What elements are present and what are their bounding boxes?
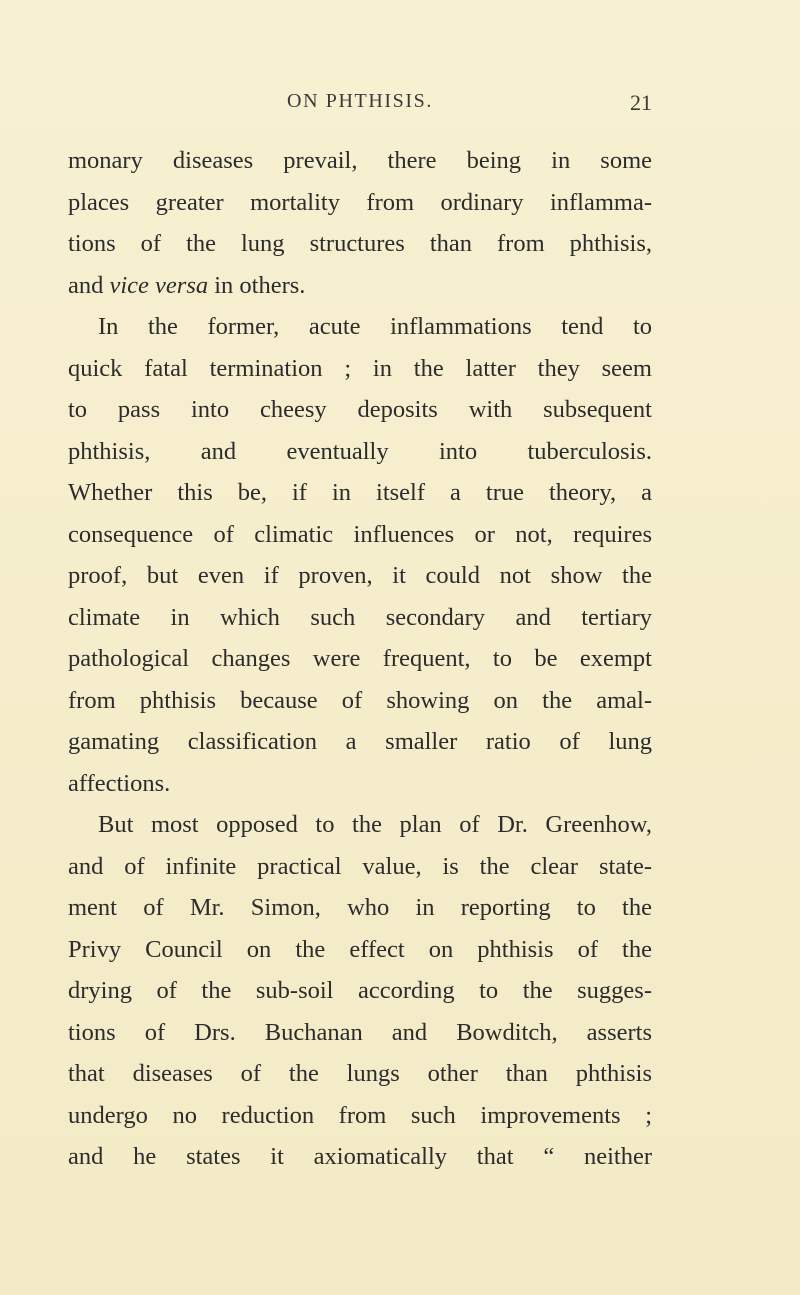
text-span: and [68, 271, 110, 299]
text-line: gamating classification a smaller ratio of lung [68, 728, 652, 755]
text-line: and of infinite practical value, is the clear state- [68, 852, 652, 880]
text-line: and he states it axiomatically that “ neither [68, 1143, 652, 1170]
italic-phrase: vice versa [109, 271, 209, 299]
text-line: ment of Mr. Simon, who in reporting to the [68, 894, 652, 921]
text-line: proof, but even if proven, it could not show the [68, 562, 652, 589]
text-line: In the former, acute inflammations tend to [98, 313, 652, 340]
text-line [68, 265, 652, 307]
text-line: monary diseases prevail, there being in some [68, 147, 652, 174]
text-line: But most opposed to the plan of Dr. Greenhow, [98, 811, 652, 838]
page-number: 21 [630, 90, 652, 115]
body-text [68, 140, 652, 1178]
text-line: affections. [68, 769, 171, 797]
text-line: to pass into cheesy deposits with subsequent [68, 396, 652, 423]
text-line: Whether this be, if in itself a true theory, a [68, 479, 652, 506]
text-line: phthisis, and eventually into tuberculosis. [68, 437, 652, 465]
text-line: tions of the lung structures than from phthisis, [68, 230, 652, 257]
text-line: climate in which such secondary and tertiary [68, 603, 652, 631]
text-line: tions of Drs. Buchanan and Bowditch, asserts [68, 1018, 652, 1046]
text-line: undergo no reduction from such improvements ; [68, 1101, 652, 1129]
text-line: that diseases of the lungs other than phthisis [68, 1060, 652, 1087]
text-span: in others. [208, 271, 306, 299]
text-line: places greater mortality from ordinary inflamma- [68, 188, 652, 216]
text-line: Privy Council on the effect on phthisis of the [68, 935, 652, 963]
running-title: ON PHTHISIS. [287, 90, 433, 112]
page-header [68, 90, 652, 122]
text-line: pathological changes were frequent, to be exempt [68, 645, 652, 672]
text-line: from phthisis because of showing on the amal- [68, 686, 652, 714]
text-line: consequence of climatic influences or not, requires [68, 520, 652, 548]
text-line: quick fatal termination ; in the latter they seem [68, 354, 652, 382]
text-line: drying of the sub-soil according to the sugges- [68, 977, 652, 1004]
